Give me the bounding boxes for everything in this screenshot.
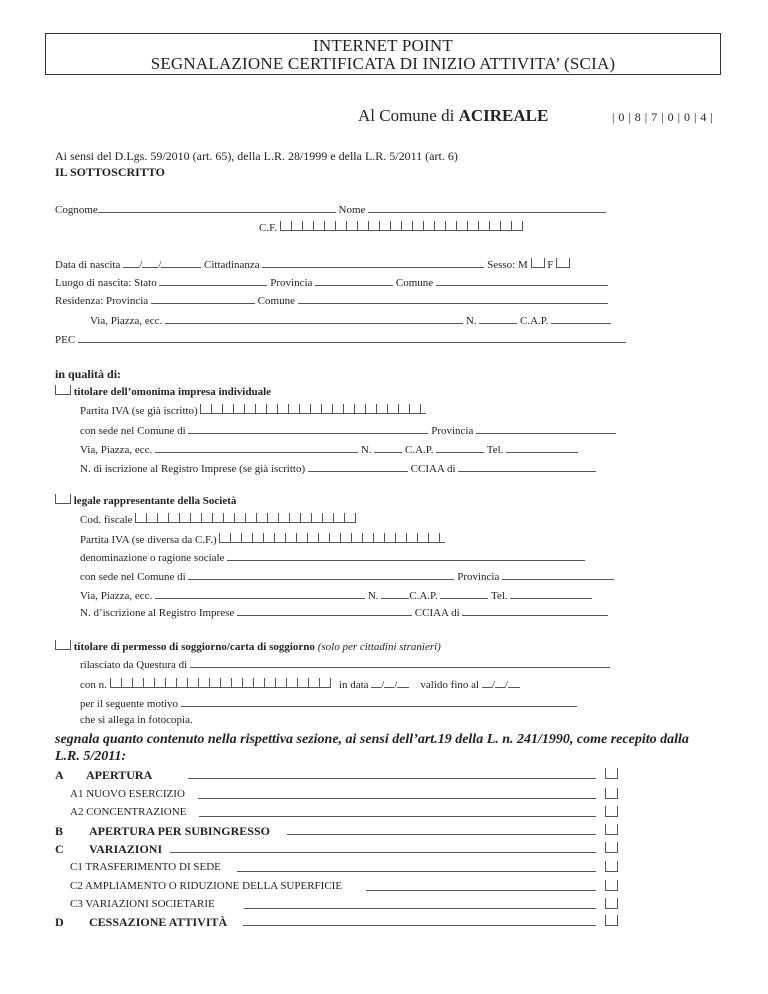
section-a2-label: A2 CONCENTRAZIONE: [70, 806, 187, 818]
title-line-2: SEGNALAZIONE CERTIFICATA DI INIZIO ATTIVITA’ (SCIA): [150, 54, 616, 73]
qualita-heading: in qualità di:: [55, 367, 122, 381]
section-d-checkbox[interactable]: [605, 915, 618, 926]
legale-sede-field[interactable]: [188, 570, 454, 580]
legale-tel-field[interactable]: [510, 589, 592, 599]
titolare-sede-row: [80, 424, 616, 438]
permesso-data-year[interactable]: [397, 678, 409, 688]
provincia-label: Provincia: [270, 277, 313, 289]
titolare-option: [55, 385, 271, 399]
section-b-label: APERTURA PER SUBINGRESSO: [89, 824, 270, 838]
legale-provincia-label: Provincia: [457, 571, 500, 583]
section-b-line: [287, 824, 596, 835]
legale-tel-label: Tel.: [491, 590, 508, 602]
segnala-line-2: L.R. 5/2011:: [55, 749, 127, 764]
section-c-label: VARIAZIONI: [89, 842, 163, 856]
legale-cap-field[interactable]: [440, 589, 488, 599]
permesso-n-field[interactable]: [110, 678, 331, 688]
section-a1-checkbox[interactable]: [605, 788, 618, 799]
legale-denominazione-field[interactable]: [227, 551, 585, 561]
questura-label: rilasciato da Questura di: [80, 659, 188, 671]
section-c1-line: [237, 861, 596, 872]
section-c-checkbox[interactable]: [605, 842, 618, 853]
section-a-line: [188, 768, 596, 779]
legale-codfisc-field[interactable]: [135, 513, 356, 523]
legale-via-label: Via, Piazza, ecc.: [80, 590, 153, 602]
section-c3-checkbox[interactable]: [605, 898, 618, 909]
legale-n-field[interactable]: [381, 589, 409, 599]
law-reference: Ai sensi del D.Lgs. 59/2010 (art. 65), della L.R. 28/1999 e della L.R. 5/2011 (art. 6): [55, 149, 458, 163]
cf-field[interactable]: [280, 221, 523, 231]
titolare-registro-field[interactable]: [308, 462, 408, 472]
residenza-comune-field[interactable]: [298, 294, 608, 304]
legale-via-row: [80, 589, 592, 603]
legale-sede-row: [80, 570, 614, 584]
via-field[interactable]: [165, 314, 463, 324]
permesso-option: [55, 640, 441, 654]
comune-prefix: Al Comune di: [358, 106, 455, 125]
cognome-field[interactable]: [98, 203, 336, 213]
permesso-questura-row: [80, 658, 610, 672]
fotocopia-note: che si allega in fotocopia.: [80, 714, 193, 726]
comune-code: | 0 | 8 | 7 | 0 | 0 | 4 |: [612, 110, 714, 124]
valido-day[interactable]: [482, 678, 492, 688]
legale-codfisc-row: [80, 513, 356, 527]
residenza-label: Residenza: Provincia: [55, 295, 149, 307]
numero-label: N.: [465, 315, 477, 327]
luogo-row: [55, 276, 608, 290]
pec-field[interactable]: [78, 333, 626, 343]
pec-row: [55, 333, 626, 347]
legale-checkbox[interactable]: [55, 494, 71, 504]
cap-label: C.A.P.: [520, 315, 549, 327]
residenza-row: [55, 294, 608, 308]
sesso-f-label: F: [547, 259, 554, 271]
nome-label: Nome: [338, 204, 366, 216]
pec-label: PEC: [55, 334, 76, 346]
section-a2-checkbox[interactable]: [605, 806, 618, 817]
sesso-label: Sesso: M: [487, 259, 528, 271]
titolare-cap-label: C.A.P.: [405, 444, 434, 456]
titolare-piva-label: Partita IVA (se già iscritto): [80, 405, 198, 417]
titolare-n-field[interactable]: [374, 443, 402, 453]
birth-month-field[interactable]: [142, 258, 158, 268]
legale-option: [55, 494, 236, 508]
legale-via-field[interactable]: [155, 589, 365, 599]
titolare-cciaa-field[interactable]: [458, 462, 596, 472]
cognome-label: Cognome: [55, 204, 98, 216]
legale-codfisc-label: Cod. fiscale: [80, 514, 133, 526]
section-a1-line: [198, 788, 596, 799]
legale-registro-field[interactable]: [237, 606, 412, 616]
section-b-checkbox[interactable]: [605, 824, 618, 835]
section-c3-line: [244, 898, 596, 909]
nome-field[interactable]: [368, 203, 606, 213]
titolare-checkbox[interactable]: [55, 385, 71, 395]
titolare-via-field[interactable]: [155, 443, 358, 453]
cittadinanza-label: Cittadinanza: [204, 259, 260, 271]
legale-label: legale rappresentante della Società: [73, 495, 237, 507]
permesso-n-label: con n.: [80, 679, 107, 691]
luogo-label: Luogo di nascita: Stato: [55, 277, 157, 289]
legale-piva-label: Partita IVA (se diversa da C.F.): [80, 534, 217, 546]
stato-field[interactable]: [159, 276, 267, 286]
cf-row: [259, 221, 523, 235]
titolare-tel-label: Tel.: [486, 444, 504, 456]
titolare-sede-label: con sede nel Comune di: [80, 425, 186, 437]
permesso-data-label: in data: [338, 679, 369, 691]
nascita-row: [55, 258, 570, 272]
section-a1-label: A1 NUOVO ESERCIZIO: [70, 788, 185, 800]
valido-year[interactable]: [508, 678, 520, 688]
section-a-checkbox[interactable]: [605, 768, 618, 779]
birth-year-field[interactable]: [161, 258, 201, 268]
residenza-comune-label: Comune: [257, 295, 295, 307]
titolare-provincia-label: Provincia: [431, 425, 474, 437]
section-a2-line: [199, 806, 596, 817]
section-c3-label: C3 VARIAZIONI SOCIETARIE: [70, 898, 215, 910]
titolare-cciaa-label: CCIAA di: [410, 463, 456, 475]
titolare-tel-field[interactable]: [506, 443, 578, 453]
cf-label: C.F.: [259, 222, 278, 234]
section-c1-label: C1 TRASFERIMENTO DI SEDE: [70, 861, 221, 873]
sesso-m-checkbox[interactable]: [531, 258, 545, 268]
titolare-piva-row: [80, 404, 426, 418]
numero-field[interactable]: [479, 314, 517, 324]
titolare-cap-field[interactable]: [436, 443, 484, 453]
section-d-line: [243, 915, 596, 926]
titolare-piva-field[interactable]: [200, 404, 426, 414]
permesso-data-month[interactable]: [384, 678, 394, 688]
via-row: [90, 314, 611, 328]
titolare-label: titolare dell’omonima impresa individuale: [73, 386, 272, 398]
date-sep: /: [158, 259, 162, 271]
comune-nascita-field[interactable]: [436, 276, 608, 286]
permesso-note: (solo per cittadini stranieri): [317, 641, 441, 653]
permesso-motivo-row: [80, 697, 577, 711]
sesso-f-checkbox[interactable]: [556, 258, 570, 268]
questura-field[interactable]: [190, 658, 610, 668]
motivo-label: per il seguente motivo: [80, 698, 179, 710]
titolare-via-row: [80, 443, 578, 457]
legale-denominazione-label: denominazione o ragione sociale: [80, 552, 225, 564]
legale-denominazione-row: [80, 551, 585, 565]
section-c-letter: C: [55, 842, 64, 856]
legale-cciaa-field[interactable]: [462, 606, 608, 616]
comune-label: Comune: [395, 277, 434, 289]
section-a-label: APERTURA: [86, 768, 153, 782]
legale-provincia-field[interactable]: [502, 570, 614, 580]
comune-heading: [358, 106, 548, 126]
permesso-data-day[interactable]: [371, 678, 381, 688]
residenza-provincia-field[interactable]: [151, 294, 255, 304]
titolare-sede-field[interactable]: [188, 424, 428, 434]
section-d-label: CESSAZIONE ATTIVITÀ: [89, 915, 228, 929]
title-box: [45, 33, 721, 75]
permesso-numero-row: con n. in data / / valido fino al / /: [80, 678, 520, 692]
titolare-registro-label: N. di iscrizione al Registro Imprese (se già iscritto): [80, 463, 306, 475]
section-c2-checkbox[interactable]: [605, 880, 618, 891]
permesso-checkbox[interactable]: [55, 640, 71, 650]
valido-label: valido fino al: [420, 679, 480, 691]
section-a-letter: A: [55, 768, 64, 782]
permesso-label: titolare di permesso di soggiorno/carta di soggiorno: [73, 641, 315, 653]
data-nascita-label: Data di nascita: [55, 259, 121, 271]
motivo-field[interactable]: [181, 697, 577, 707]
section-c2-line: [366, 880, 596, 891]
titolare-provincia-field[interactable]: [476, 424, 616, 434]
birth-day-field[interactable]: [123, 258, 139, 268]
date-sep: /: [139, 259, 143, 271]
legale-cap-label: C.A.P.: [409, 590, 438, 602]
section-c-line: [170, 842, 596, 853]
section-c1-checkbox[interactable]: [605, 861, 618, 872]
sottoscritto-heading: IL SOTTOSCRITTO: [55, 165, 165, 179]
titolare-registro-row: [80, 462, 596, 476]
legale-registro-row: [80, 606, 608, 620]
valido-month[interactable]: [495, 678, 505, 688]
title-line-1: INTERNET POINT: [313, 36, 453, 55]
segnala-line-1: segnala quanto contenuto nella rispettiva sezione, ai sensi dell’art.19 della L. n. 241/1990, come recepito dalla: [55, 732, 689, 747]
legale-sede-label: con sede nel Comune di: [80, 571, 186, 583]
legale-n-label: N.: [367, 590, 379, 602]
titolare-n-label: N.: [360, 444, 372, 456]
cittadinanza-field[interactable]: [262, 258, 484, 268]
titolare-via-label: Via, Piazza, ecc.: [80, 444, 153, 456]
legale-registro-label: N. d’iscrizione al Registro Imprese: [80, 607, 235, 619]
section-d-letter: D: [55, 915, 64, 929]
cognome-row: [55, 203, 606, 217]
via-label: Via, Piazza, ecc.: [90, 315, 163, 327]
section-b-letter: B: [55, 824, 64, 838]
legale-cciaa-label: CCIAA di: [414, 607, 460, 619]
legale-piva-row: [80, 533, 445, 547]
cap-field[interactable]: [551, 314, 611, 324]
legale-piva-field[interactable]: [219, 533, 445, 543]
provincia-field[interactable]: [315, 276, 393, 286]
comune-name: ACIREALE: [458, 106, 549, 125]
section-c2-label: C2 AMPLIAMENTO O RIDUZIONE DELLA SUPERFICIE: [70, 880, 343, 892]
